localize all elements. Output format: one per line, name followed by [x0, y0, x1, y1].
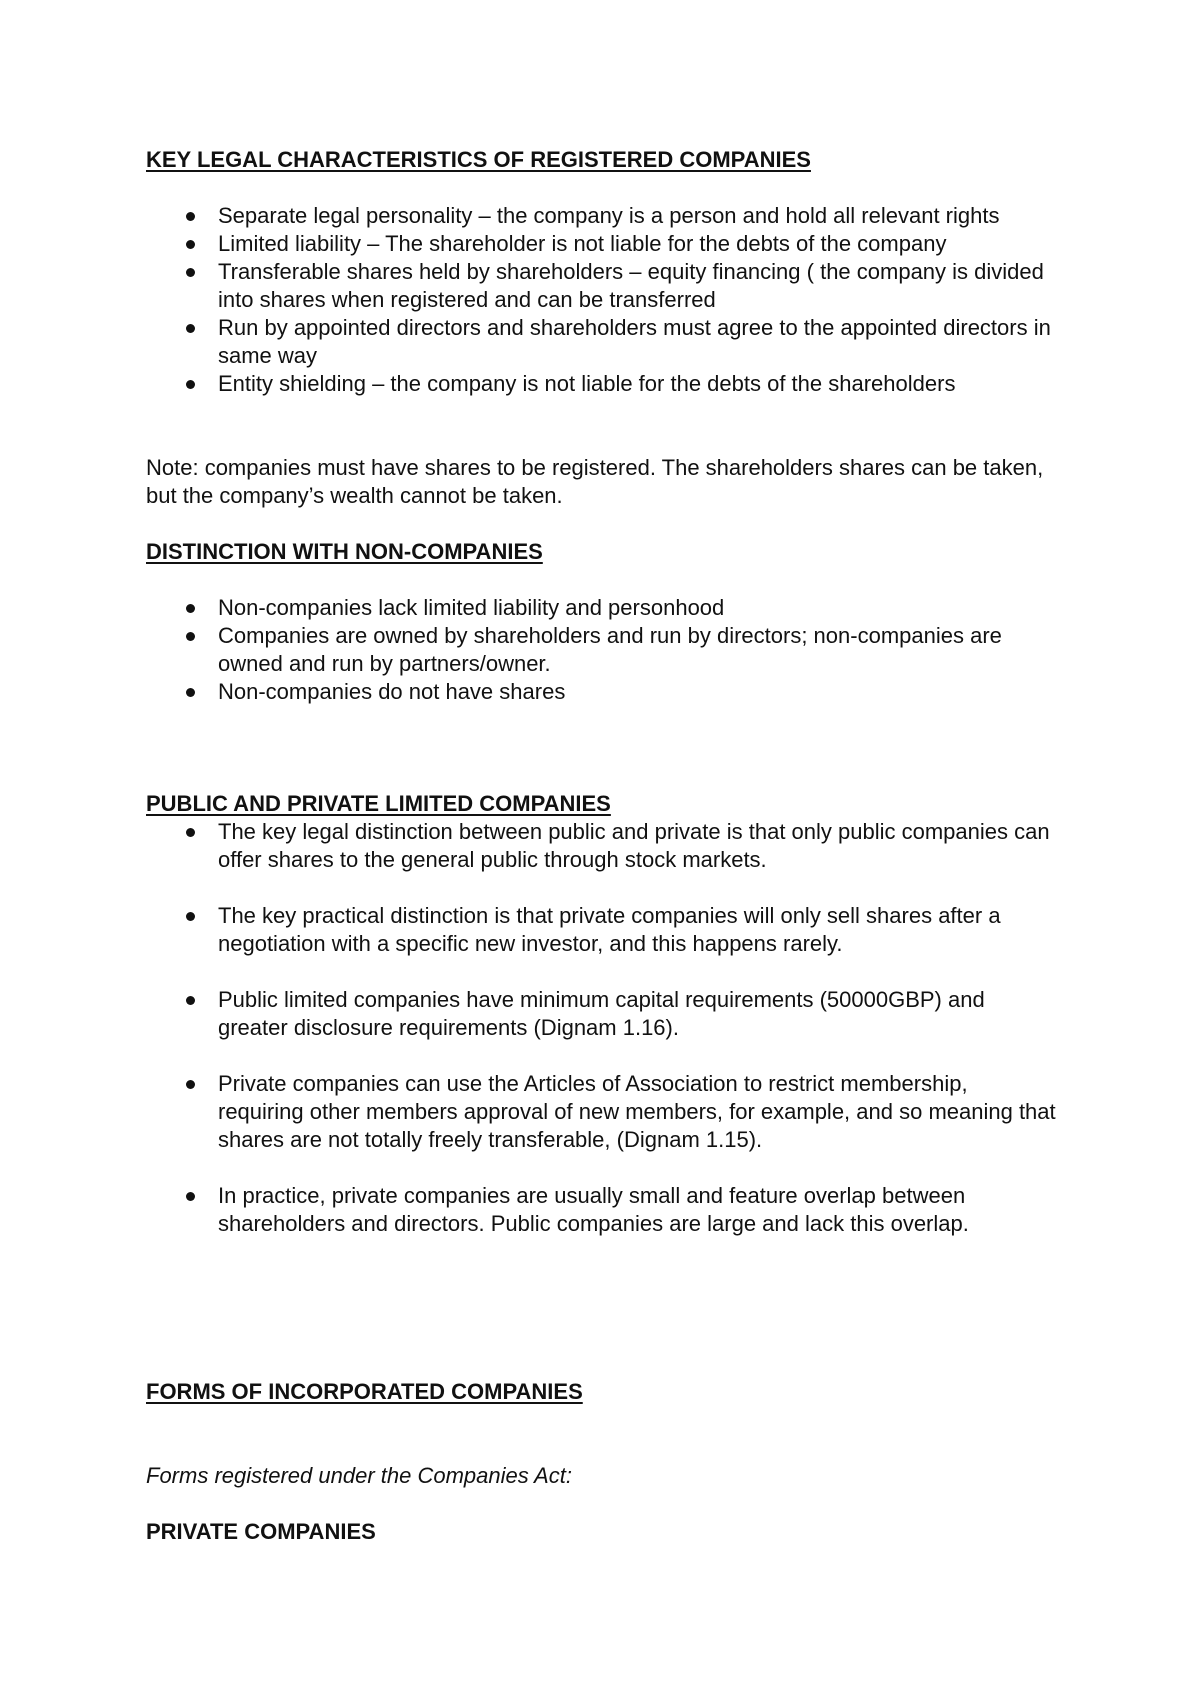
bullet-icon	[186, 324, 195, 333]
list-item: Public limited companies have minimum capital requirements (50000GBP) and greater disclosure requirements (Dignam 1.16).	[146, 986, 1056, 1042]
list-item: In practice, private companies are usually small and feature overlap between shareholders and directors. Public companies are large and lack this overlap.	[146, 1182, 1056, 1238]
bullet-icon	[186, 912, 195, 921]
distinction-list	[146, 594, 1056, 706]
list-item: Run by appointed directors and shareholders must agree to the appointed directors in same way	[146, 314, 1056, 370]
bullet-icon	[186, 1192, 195, 1201]
heading-distinction-non-companies: DISTINCTION WITH NON-COMPANIES	[146, 539, 543, 564]
list-item: Companies are owned by shareholders and run by directors; non-companies are owned and run by partners/owner.	[146, 622, 1056, 678]
list-item: Separate legal personality – the company is a person and hold all relevant rights	[146, 202, 1056, 230]
list-item: The key legal distinction between public and private is that only public companies can offer shares to the general public through stock markets.	[146, 818, 1056, 874]
list-item: Limited liability – The shareholder is not liable for the debts of the company	[146, 230, 1056, 258]
list-item: Non-companies do not have shares	[146, 678, 1056, 706]
bullet-icon	[186, 632, 195, 641]
list-item: Non-companies lack limited liability and personhood	[146, 594, 1056, 622]
bullet-icon	[186, 380, 195, 389]
list-item: Entity shielding – the company is not liable for the debts of the shareholders	[146, 370, 1056, 398]
bullet-icon	[186, 604, 195, 613]
bullet-icon	[186, 1080, 195, 1089]
forms-subtitle: Forms registered under the Companies Act:	[146, 1463, 572, 1488]
bullet-icon	[186, 240, 195, 249]
list-item: The key practical distinction is that private companies will only sell shares after a negotiation with a specific new investor, and this happens rarely.	[146, 902, 1056, 958]
bullet-icon	[186, 996, 195, 1005]
list-item: Private companies can use the Articles of Association to restrict membership, requiring other members approval of new members, for example, and so meaning that shares are not totally freely transferable, (Dignam 1.15).	[146, 1070, 1056, 1154]
heading-key-legal-characteristics: KEY LEGAL CHARACTERISTICS OF REGISTERED COMPANIES	[146, 147, 811, 172]
bullet-icon	[186, 268, 195, 277]
list-item: Transferable shares held by shareholders – equity financing ( the company is divided into shares when registered and can be transferred	[146, 258, 1056, 314]
bullet-icon	[186, 212, 195, 221]
bullet-icon	[186, 828, 195, 837]
public-private-list	[146, 818, 1056, 1266]
bullet-icon	[186, 688, 195, 697]
note-paragraph: Note: companies must have shares to be registered. The shareholders shares can be taken, but the company’s wealth cannot be taken.	[146, 455, 1044, 508]
heading-forms-incorporated-companies: FORMS OF INCORPORATED COMPANIES	[146, 1379, 583, 1404]
key-characteristics-list	[146, 202, 1056, 398]
heading-public-private-companies: PUBLIC AND PRIVATE LIMITED COMPANIES	[146, 791, 611, 816]
heading-private-companies: PRIVATE COMPANIES	[146, 1519, 376, 1544]
